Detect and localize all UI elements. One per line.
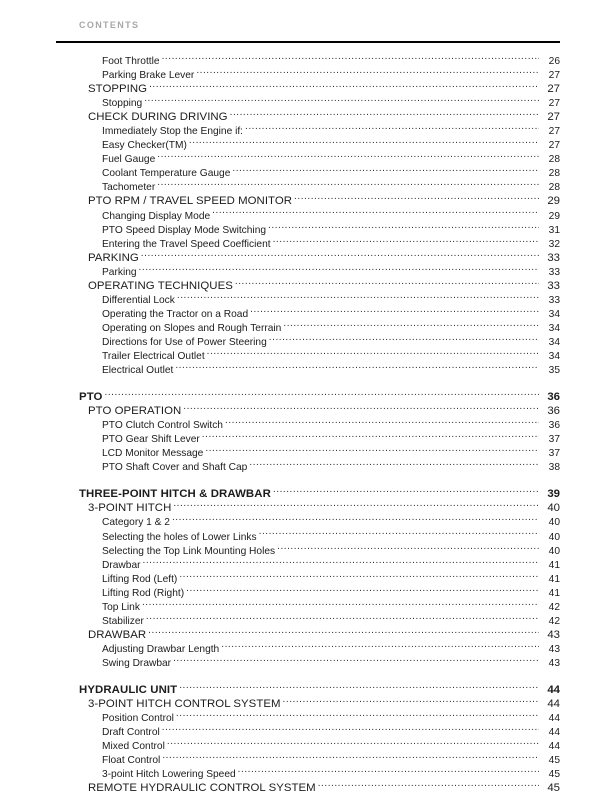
- toc-entry-inner: [102, 53, 560, 67]
- toc-entry-title: Lifting Rod (Right): [102, 587, 185, 599]
- table-of-contents: [0, 53, 612, 794]
- toc-entry-page-number: 39: [547, 488, 560, 501]
- toc-entry[interactable]: [0, 193, 612, 207]
- toc-entry[interactable]: [0, 81, 612, 95]
- toc-entry-page-number: 33: [548, 266, 560, 278]
- toc-entry[interactable]: [0, 403, 612, 417]
- toc-entry-inner: [102, 641, 560, 655]
- toc-entry-inner: [102, 613, 560, 627]
- toc-entry[interactable]: [0, 459, 612, 473]
- toc-entry[interactable]: [0, 766, 612, 780]
- toc-entry-title: Draft Control: [102, 727, 160, 739]
- toc-entry-page-number: 33: [547, 251, 560, 264]
- toc-entry-page-number: 45: [548, 755, 560, 767]
- toc-entry-title: THREE-POINT HITCH & DRAWBAR: [79, 488, 271, 501]
- toc-entry[interactable]: [0, 445, 612, 459]
- toc-leader-dots: [232, 165, 539, 176]
- toc-leader-dots: [143, 557, 540, 568]
- toc-entry-inner: [102, 543, 560, 557]
- toc-entry-page-number: 27: [547, 83, 560, 96]
- toc-entry-title: Easy Checker(TM): [102, 140, 187, 152]
- toc-entry-inner: [88, 627, 560, 641]
- toc-entry-title: PTO Clutch Control Switch: [102, 420, 223, 432]
- toc-entry-title: Coolant Temperature Gauge: [102, 168, 231, 180]
- toc-leader-dots: [250, 306, 539, 317]
- toc-leader-dots: [273, 236, 539, 247]
- toc-entry-inner: [102, 766, 560, 780]
- toc-entry-title: HYDRAULIC UNIT: [79, 683, 178, 696]
- toc-leader-dots: [167, 738, 539, 749]
- toc-leader-dots: [175, 362, 539, 373]
- toc-leader-dots: [245, 123, 539, 134]
- toc-leader-dots: [162, 724, 539, 735]
- toc-leader-dots: [142, 599, 539, 610]
- toc-leader-dots: [221, 641, 539, 652]
- toc-entry-page-number: 34: [548, 350, 560, 362]
- toc-entry-title: 3-POINT HITCH CONTROL SYSTEM: [88, 698, 281, 711]
- toc-entry[interactable]: [0, 613, 612, 627]
- toc-entry-inner: [102, 571, 560, 585]
- toc-entry-title: Directions for Use of Power Steering: [102, 336, 267, 348]
- toc-entry-title: Selecting the Top Link Mounting Holes: [102, 545, 276, 557]
- toc-entry[interactable]: [0, 165, 612, 179]
- toc-leader-dots: [318, 780, 539, 791]
- toc-entry-page-number: 43: [548, 643, 560, 655]
- toc-entry-title: Entering the Travel Speed Coefficient: [102, 238, 271, 250]
- toc-leader-dots: [273, 486, 539, 497]
- toc-entry-inner: [102, 151, 560, 165]
- toc-leader-dots: [212, 208, 539, 219]
- toc-entry[interactable]: [0, 348, 612, 362]
- toc-entry-page-number: 36: [547, 391, 560, 404]
- toc-entry-inner: [102, 710, 560, 724]
- toc-entry-title: Tachometer: [102, 182, 156, 194]
- toc-entry-title: Differential Lock: [102, 294, 175, 306]
- toc-entry-page-number: 41: [548, 573, 560, 585]
- toc-entry-inner: [102, 445, 560, 459]
- toc-entry-inner: [88, 193, 560, 207]
- toc-entry-title: Operating on Slopes and Rough Terrain: [102, 322, 282, 334]
- toc-entry-inner: [88, 403, 560, 417]
- toc-entry-title: Swing Drawbar: [102, 657, 172, 669]
- toc-leader-dots: [173, 655, 539, 666]
- toc-leader-dots: [283, 320, 539, 331]
- toc-entry[interactable]: [0, 738, 612, 752]
- toc-entry-page-number: 40: [548, 545, 560, 557]
- toc-entry-title: PARKING: [88, 251, 139, 264]
- toc-entry-inner: [102, 459, 560, 473]
- toc-entry-page-number: 29: [547, 195, 560, 208]
- toc-leader-dots: [205, 445, 539, 456]
- toc-entry-inner: [102, 752, 560, 766]
- toc-entry[interactable]: [0, 585, 612, 599]
- toc-entry-page-number: 27: [548, 140, 560, 152]
- toc-entry-title: Float Control: [102, 755, 161, 767]
- toc-entry-page-number: 42: [548, 615, 560, 627]
- toc-leader-dots: [176, 710, 539, 721]
- toc-entry-page-number: 33: [547, 279, 560, 292]
- toc-leader-dots: [196, 67, 539, 78]
- toc-entry-title: Position Control: [102, 713, 174, 725]
- toc-entry[interactable]: [0, 292, 612, 306]
- toc-entry[interactable]: [0, 109, 612, 123]
- toc-entry[interactable]: [0, 543, 612, 557]
- toc-entry-title: DRAWBAR: [88, 628, 147, 641]
- toc-entry[interactable]: [0, 682, 612, 696]
- toc-entry-title: Operating the Tractor on a Road: [102, 308, 249, 320]
- toc-entry-inner: [88, 109, 560, 123]
- toc-entry-page-number: 45: [548, 769, 560, 781]
- toc-entry-inner: [102, 165, 560, 179]
- toc-entry[interactable]: [0, 627, 612, 641]
- toc-entry-inner: [102, 208, 560, 222]
- toc-entry-inner: [88, 278, 560, 292]
- toc-entry-title: Trailer Electrical Outlet: [102, 350, 205, 362]
- toc-leader-dots: [146, 613, 539, 624]
- toc-leader-dots: [162, 752, 539, 763]
- toc-leader-dots: [269, 334, 539, 345]
- toc-entry[interactable]: [0, 752, 612, 766]
- toc-entry-page-number: 34: [548, 322, 560, 334]
- toc-entry[interactable]: [0, 696, 612, 710]
- toc-entry[interactable]: [0, 486, 612, 500]
- header-divider: [56, 41, 560, 43]
- toc-entry-inner: [102, 123, 560, 137]
- toc-leader-dots: [230, 109, 539, 120]
- toc-leader-dots: [225, 417, 539, 428]
- toc-entry-page-number: 44: [547, 683, 560, 696]
- toc-entry[interactable]: [0, 362, 612, 376]
- toc-entry-inner: [102, 306, 560, 320]
- toc-entry-title: Changing Display Mode: [102, 210, 211, 222]
- toc-entry-inner: [88, 250, 560, 264]
- toc-entry-page-number: 45: [547, 782, 560, 794]
- toc-entry[interactable]: [0, 500, 612, 514]
- toc-entry-inner: [102, 362, 560, 376]
- toc-leader-dots: [148, 627, 539, 638]
- toc-entry[interactable]: [0, 571, 612, 585]
- toc-leader-dots: [186, 585, 539, 596]
- toc-entry-inner: [79, 389, 560, 403]
- toc-entry-page-number: 27: [547, 111, 560, 124]
- toc-entry-page-number: 28: [548, 168, 560, 180]
- toc-entry[interactable]: [0, 222, 612, 236]
- toc-leader-dots: [139, 264, 539, 275]
- toc-entry-inner: [88, 81, 560, 95]
- toc-entry-page-number: 44: [548, 727, 560, 739]
- toc-leader-dots: [189, 137, 539, 148]
- toc-entry-inner: [102, 95, 560, 109]
- toc-entry-inner: [102, 599, 560, 613]
- toc-entry[interactable]: [0, 417, 612, 431]
- toc-entry-page-number: 27: [548, 70, 560, 82]
- toc-entry-title: PTO Shaft Cover and Shaft Cap: [102, 462, 248, 474]
- toc-entry-inner: [102, 655, 560, 669]
- toc-entry[interactable]: [0, 710, 612, 724]
- toc-entry-page-number: 40: [548, 531, 560, 543]
- toc-leader-dots: [141, 250, 539, 261]
- toc-entry[interactable]: [0, 151, 612, 165]
- toc-entry-inner: [102, 137, 560, 151]
- toc-entry-title: PTO Speed Display Mode Switching: [102, 224, 267, 236]
- toc-entry-title: Electrical Outlet: [102, 365, 174, 377]
- toc-entry-page-number: 35: [548, 365, 560, 377]
- toc-entry-title: LCD Monitor Message: [102, 448, 204, 460]
- toc-entry[interactable]: [0, 137, 612, 151]
- toc-entry-inner: [102, 222, 560, 236]
- toc-leader-dots: [177, 292, 539, 303]
- toc-entry[interactable]: [0, 53, 612, 67]
- toc-entry[interactable]: [0, 641, 612, 655]
- toc-entry-inner: [79, 486, 560, 500]
- toc-entry-page-number: 41: [548, 587, 560, 599]
- toc-entry-inner: [102, 320, 560, 334]
- toc-entry-page-number: 36: [548, 420, 560, 432]
- toc-entry-title: CHECK DURING DRIVING: [88, 111, 228, 124]
- toc-entry-page-number: 44: [547, 698, 560, 711]
- toc-entry-title: Stabilizer: [102, 615, 144, 627]
- toc-entry-page-number: 44: [548, 741, 560, 753]
- toc-entry-title: Top Link: [102, 601, 140, 613]
- toc-leader-dots: [294, 193, 539, 204]
- toc-entry-title: PTO Gear Shift Lever: [102, 434, 200, 446]
- toc-entry[interactable]: [0, 278, 612, 292]
- toc-entry-title: REMOTE HYDRAULIC CONTROL SYSTEM: [88, 782, 316, 794]
- toc-entry-page-number: 36: [547, 405, 560, 418]
- toc-entry[interactable]: [0, 529, 612, 543]
- toc-leader-dots: [173, 500, 539, 511]
- toc-leader-dots: [105, 389, 539, 400]
- toc-leader-dots: [202, 431, 539, 442]
- toc-entry-title: Parking Brake Lever: [102, 70, 195, 82]
- toc-entry-inner: [88, 500, 560, 514]
- toc-leader-dots: [144, 95, 539, 106]
- toc-entry-inner: [102, 529, 560, 543]
- toc-entry-title: Immediately Stop the Engine if:: [102, 126, 244, 138]
- toc-entry-title: Adjusting Drawbar Length: [102, 643, 220, 655]
- toc-leader-dots: [149, 81, 539, 92]
- toc-leader-dots: [235, 278, 539, 289]
- toc-entry-inner: [79, 682, 560, 696]
- toc-entry-page-number: 44: [548, 713, 560, 725]
- toc-entry-page-number: 41: [548, 559, 560, 571]
- toc-entry-page-number: 37: [548, 434, 560, 446]
- toc-entry[interactable]: [0, 320, 612, 334]
- toc-entry-title: 3-point Hitch Lowering Speed: [102, 769, 236, 781]
- toc-entry-page-number: 28: [548, 154, 560, 166]
- toc-leader-dots: [249, 459, 539, 470]
- toc-entry-page-number: 29: [548, 210, 560, 222]
- toc-leader-dots: [259, 529, 539, 540]
- toc-entry-title: Category 1 & 2: [102, 517, 170, 529]
- toc-entry-inner: [102, 264, 560, 278]
- toc-leader-dots: [277, 543, 539, 554]
- toc-entry-page-number: 43: [547, 628, 560, 641]
- toc-leader-dots: [268, 222, 539, 233]
- toc-entry-title: PTO: [79, 391, 103, 404]
- toc-entry-inner: [102, 585, 560, 599]
- toc-entry-page-number: 37: [548, 448, 560, 460]
- toc-entry-page-number: 34: [548, 308, 560, 320]
- toc-entry-title: Parking: [102, 266, 137, 278]
- toc-leader-dots: [238, 766, 539, 777]
- toc-entry-page-number: 43: [548, 657, 560, 669]
- toc-leader-dots: [162, 53, 539, 64]
- toc-entry-page-number: 38: [548, 462, 560, 474]
- toc-entry-page-number: 42: [548, 601, 560, 613]
- toc-entry-page-number: 31: [548, 224, 560, 236]
- toc-entry-title: 3-POINT HITCH: [88, 502, 172, 515]
- page-header: [0, 0, 612, 46]
- toc-entry-inner: [102, 334, 560, 348]
- toc-entry[interactable]: [0, 250, 612, 264]
- toc-entry[interactable]: [0, 264, 612, 278]
- toc-entry-inner: [102, 738, 560, 752]
- toc-leader-dots: [157, 151, 539, 162]
- toc-entry[interactable]: [0, 123, 612, 137]
- toc-entry-page-number: 33: [548, 294, 560, 306]
- toc-entry[interactable]: [0, 306, 612, 320]
- toc-entry-title: PTO RPM / TRAVEL SPEED MONITOR: [88, 195, 293, 208]
- toc-entry-title: Foot Throttle: [102, 56, 160, 67]
- toc-entry-inner: [102, 236, 560, 250]
- toc-entry-page-number: 34: [548, 336, 560, 348]
- toc-entry-page-number: 27: [548, 98, 560, 110]
- toc-entry-inner: [102, 724, 560, 738]
- toc-entry-title: Stopping: [102, 98, 143, 110]
- toc-entry-inner: [102, 431, 560, 445]
- toc-entry[interactable]: [0, 655, 612, 669]
- toc-entry-inner: [102, 417, 560, 431]
- toc-entry-inner: [102, 557, 560, 571]
- toc-entry-inner: [88, 696, 560, 710]
- toc-leader-dots: [179, 571, 539, 582]
- toc-entry-page-number: 28: [548, 182, 560, 194]
- toc-entry-page-number: 32: [548, 238, 560, 250]
- toc-entry-title: PTO OPERATION: [88, 405, 182, 418]
- toc-entry[interactable]: [0, 557, 612, 571]
- toc-entry-title: Fuel Gauge: [102, 154, 156, 166]
- toc-entry-title: Drawbar: [102, 559, 141, 571]
- toc-leader-dots: [157, 179, 539, 190]
- toc-entry[interactable]: [0, 334, 612, 348]
- toc-leader-dots: [172, 514, 539, 525]
- toc-leader-dots: [207, 348, 539, 359]
- toc-entry[interactable]: [0, 208, 612, 222]
- toc-leader-dots: [179, 682, 539, 693]
- toc-entry-inner: [102, 179, 560, 193]
- toc-entry[interactable]: [0, 431, 612, 445]
- toc-entry-inner: [102, 292, 560, 306]
- toc-entry-title: Mixed Control: [102, 741, 165, 753]
- toc-entry-title: Selecting the holes of Lower Links: [102, 531, 257, 543]
- toc-entry-title: OPERATING TECHNIQUES: [88, 279, 233, 292]
- toc-entry-inner: [102, 67, 560, 81]
- toc-entry[interactable]: [0, 179, 612, 193]
- toc-entry-page-number: 40: [548, 517, 560, 529]
- toc-leader-dots: [283, 696, 539, 707]
- toc-entry[interactable]: [0, 389, 612, 403]
- toc-entry[interactable]: [0, 236, 612, 250]
- toc-entry-page-number: 40: [547, 502, 560, 515]
- toc-entry[interactable]: [0, 724, 612, 738]
- toc-leader-dots: [183, 403, 539, 414]
- toc-entry-inner: [102, 348, 560, 362]
- toc-entry-title: Lifting Rod (Left): [102, 573, 178, 585]
- toc-entry[interactable]: [0, 599, 612, 613]
- toc-entry-inner: [102, 514, 560, 528]
- toc-entry-title: STOPPING: [88, 83, 148, 96]
- toc-entry[interactable]: [0, 95, 612, 109]
- toc-entry-page-number: 26: [548, 56, 560, 67]
- toc-entry-page-number: 27: [548, 126, 560, 138]
- toc-entry[interactable]: [0, 67, 612, 81]
- toc-entry[interactable]: [0, 514, 612, 528]
- page-header-label: CONTENTS: [79, 20, 140, 30]
